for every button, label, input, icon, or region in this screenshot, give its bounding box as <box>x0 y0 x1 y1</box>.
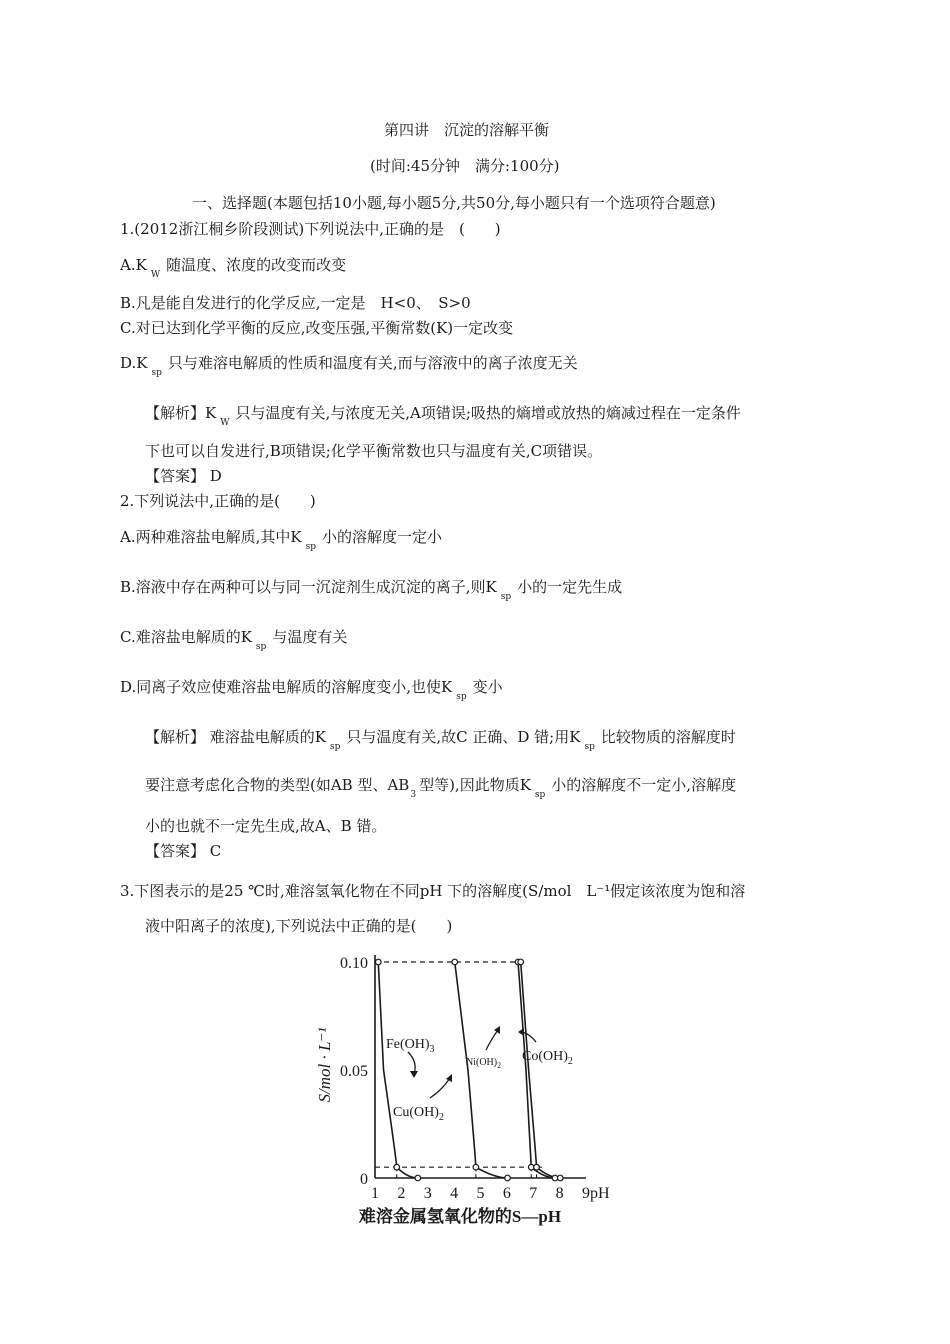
arrow-fe-head <box>410 1071 418 1078</box>
q2-option-d <box>120 677 503 700</box>
x-tick-label-8: 8 <box>555 1185 564 1202</box>
q2-c-sub: sp <box>255 642 267 652</box>
q1-option-a-rest: 随温度、浓度的改变而改变 <box>166 256 347 274</box>
q2-d-rest: 变小 <box>472 678 503 696</box>
q2-exp1-sub2: sp <box>584 742 595 752</box>
q1-stem: 1.(2012浙江桐乡阶段测试)下列说法中,正确的是 ( ) <box>120 220 501 238</box>
q2-a-rest: 小的溶解度一定小 <box>321 528 442 546</box>
arrow-fe <box>408 1052 415 1074</box>
q1-option-d-text: D.K <box>120 354 148 372</box>
label-ni-oh2 <box>466 1057 501 1070</box>
q1-option-a-text: A.K <box>120 256 147 274</box>
q2-answer: 【答案】 C <box>145 842 222 860</box>
q1-exp-rest: 只与温度有关,与浓度无关,A项错误;吸热的熵增或放热的熵减过程在一定条件 <box>235 404 741 422</box>
x-tick-label-4: 4 <box>450 1185 459 1202</box>
x-axis-label: pH <box>590 1185 610 1202</box>
curve-cuoh2 <box>455 962 508 1178</box>
section-header: 一、选择题(本题包括10小题,每小题5分,共50分,每小题只有一个选项符合题意) <box>192 194 716 212</box>
q1-option-d-sub: sp <box>151 368 162 378</box>
label-cu-oh2 <box>393 1105 444 1123</box>
q2-b-sub: sp <box>500 592 512 602</box>
q1-exp-sub: W <box>220 418 230 428</box>
q2-exp2-sub1: 3 <box>410 790 417 800</box>
q2-exp2-b: 型等),因此物质K <box>419 776 531 794</box>
q2-exp2-sub2: sp <box>534 790 546 800</box>
q2-exp2-a: 要注意考虑化合物的类型(如AB 型、AB <box>145 776 410 794</box>
marker-3-0 <box>518 959 524 965</box>
x-tick-label-5: 5 <box>476 1185 485 1202</box>
q2-exp1-c: 比较物质的溶解度时 <box>600 728 736 746</box>
label-ni-oh2-sub: 2 <box>497 1061 502 1070</box>
label-co-oh2 <box>522 1049 573 1067</box>
x-tick-label-1: 1 <box>371 1185 379 1202</box>
label-fe-oh3 <box>386 1037 435 1055</box>
q2-explanation-line2 <box>145 775 736 798</box>
q2-b-text: B.溶液中存在两种可以与同一沉淀剂生成沉淀的离子,则K <box>120 578 497 596</box>
q1-explanation-line2: 下也可以自发进行,B项错误;化学平衡常数也只与温度有关,C项错误。 <box>145 442 603 460</box>
q2-stem: 2.下列说法中,正确的是( ) <box>120 492 316 510</box>
q2-option-a <box>120 527 442 550</box>
arrow-ni <box>486 1030 498 1050</box>
marker-0-0 <box>375 959 381 965</box>
q1-exp-text: 【解析】K <box>145 404 217 422</box>
q3-stem-line1: 3.下图表示的是25 ℃时,难溶氢氧化物在不同pH 下的溶解度(S/mol L⁻¹假定该浓度为饱和溶 <box>120 882 746 900</box>
q2-c-rest: 与温度有关 <box>272 628 348 646</box>
marker-1-4 <box>505 1175 511 1181</box>
q2-option-b <box>120 577 622 600</box>
chart-caption: 难溶金属氢氧化物的S—pH <box>358 1207 562 1226</box>
q2-b-rest: 小的一定先生成 <box>517 578 623 596</box>
marker-3-4 <box>557 1175 563 1181</box>
curve-feoh3 <box>378 962 418 1178</box>
page-title: 第四讲 沉淀的溶解平衡 <box>384 121 550 139</box>
marker-1-2 <box>473 1164 479 1170</box>
q2-exp1-b: 只与温度有关,故C 正确、D 错;用K <box>346 728 581 746</box>
label-cu-oh2-main: Cu(OH) <box>393 1105 439 1120</box>
y-tick-label-0-05: 0.05 <box>340 1063 368 1080</box>
q3-stem-line2: 液中阳离子的浓度),下列说法中正确的是( ) <box>145 917 453 935</box>
label-co-oh2-main: Co(OH) <box>522 1049 568 1064</box>
label-co-oh2-sub: 2 <box>567 1056 573 1067</box>
arrow-ni-head <box>494 1026 500 1034</box>
q1-option-a-sub: W <box>150 270 161 280</box>
q1-answer: 【答案】 D <box>145 467 222 485</box>
x-tick-label-3: 3 <box>423 1185 432 1202</box>
q2-a-text: A.两种难溶盐电解质,其中K <box>120 528 302 546</box>
q2-exp1-sub1: sp <box>329 742 341 752</box>
q2-d-sub: sp <box>456 692 467 702</box>
q2-option-c <box>120 627 347 650</box>
series-curves <box>378 962 560 1178</box>
q1-option-b: B.凡是能自发进行的化学反应,一定是 H<0、 S>0 <box>120 294 471 312</box>
x-tick-label-6: 6 <box>502 1185 511 1202</box>
x-tick-label-2: 2 <box>397 1185 406 1202</box>
tick-labels <box>340 955 590 1202</box>
x-tick-label-7: 7 <box>529 1185 538 1202</box>
q2-c-text: C.难溶盐电解质的K <box>120 628 252 646</box>
q2-exp1-a: 【解析】 难溶盐电解质的K <box>145 728 326 746</box>
marker-3-2 <box>534 1164 540 1170</box>
y-tick-label-0: 0 <box>360 1171 368 1188</box>
arrow-cu-head <box>446 1074 452 1082</box>
q2-explanation-line1 <box>145 727 736 750</box>
marker-0-4 <box>415 1175 421 1181</box>
y-axis-label: S/mol · L⁻¹ <box>315 1027 334 1103</box>
marker-1-0 <box>452 959 458 965</box>
arrow-cu <box>430 1078 450 1098</box>
arrow-co-head <box>518 1028 524 1036</box>
label-ni-oh2-main: Ni(OH) <box>466 1057 498 1068</box>
q2-explanation-line3: 小的也就不一定先生成,故A、B 错。 <box>145 817 387 835</box>
q1-option-c: C.对已达到化学平衡的反应,改变压强,平衡常数(K)一定改变 <box>120 319 514 337</box>
y-tick-label-0-10: 0.10 <box>340 955 368 972</box>
label-fe-oh3-sub: 3 <box>429 1044 435 1055</box>
q1-option-d-rest: 只与难溶电解质的性质和温度有关,而与溶液中的离子浓度无关 <box>167 354 578 372</box>
q2-d-text: D.同离子效应使难溶盐电解质的溶解度变小,也使K <box>120 678 453 696</box>
q1-explanation-line1 <box>145 403 741 426</box>
marker-0-2 <box>394 1164 400 1170</box>
q2-a-sub: sp <box>305 542 316 552</box>
q1-option-a <box>120 255 346 278</box>
q2-exp2-c: 小的溶解度不一定小,溶解度 <box>551 776 737 794</box>
time-info: (时间:45分钟 满分:100分) <box>370 157 560 175</box>
label-fe-oh3-main: Fe(OH) <box>386 1037 430 1052</box>
q1-option-d <box>120 353 578 376</box>
x-tick-label-9: 9 <box>582 1185 590 1202</box>
label-cu-oh2-sub: 2 <box>438 1112 444 1123</box>
solubility-ph-chart <box>290 940 630 1230</box>
